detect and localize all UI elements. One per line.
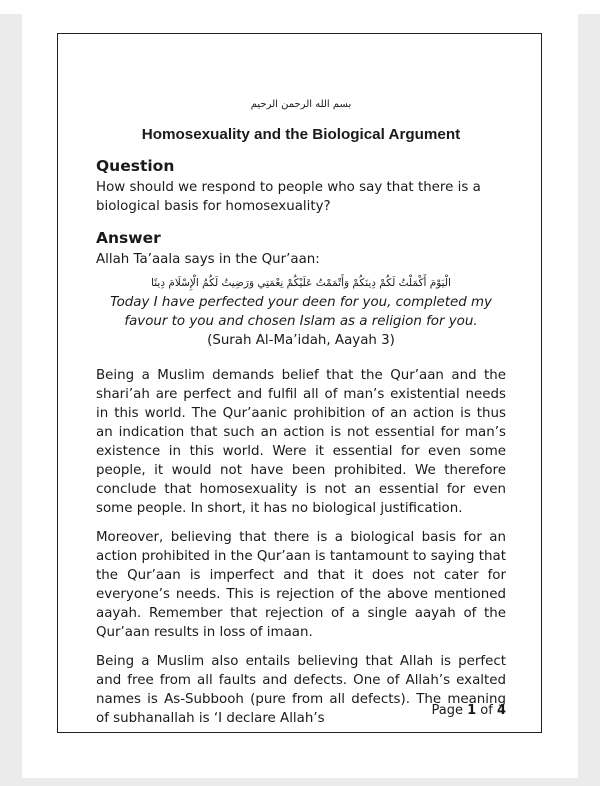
- bismillah-text: بسم الله الرحمن الرحيم: [250, 99, 352, 110]
- verse-arabic: الْيَوْمَ أَكْمَلْتُ لَكُمْ دِينَكُمْ وَأَتْمَمْتُ عَلَيْكُمْ نِعْمَتِي وَرَضِيتُ لَكُمُ الْإِسْلَامَ دِينًا: [151, 277, 451, 289]
- question-text: How should we respond to people who say that there is a biological basis for homosexuality?: [96, 180, 481, 214]
- body-paragraph-2: Moreover, believing that there is a biological basis for an action prohibited in the Qur’aan is tantamount to saying that the Qur’aan is imperfect and that it does not cater for everyone’s needs. This is rejection of the above mentioned aayah. Remember that rejection of a single aayah of the Qur’aan results in loss of imaan.: [96, 530, 506, 640]
- answer-intro: Allah Ta’aala says in the Qur’aan:: [96, 252, 320, 267]
- document-title: Homosexuality and the Biological Argument: [141, 126, 461, 143]
- viewer-top-bar: [0, 0, 600, 14]
- of-word: of: [480, 703, 493, 718]
- body-paragraph-1: Being a Muslim demands belief that the Qur’aan and the shari’ah are perfect and fulfil all of man’s existential needs in this world. The Qur’aanic prohibition of an action is thus an indication that such an action is not essential for man’s existence in this world. Were it essential for even some people, it would not have been prohibited. We therefore conclude that homosexuality is not an essential for even some people. In short, it has no biological justification.: [96, 368, 506, 516]
- page-current: 1: [467, 703, 477, 718]
- page-content: [96, 95, 506, 738]
- page-total: 4: [496, 703, 506, 718]
- page-word: Page: [431, 703, 463, 718]
- verse-reference: (Surah Al-Ma’idah, Aayah 3): [207, 333, 395, 348]
- body-paragraph-3: Being a Muslim also entails believing that Allah is perfect and free from all faults and defects. One of Allah’s exalted names is As-Subbooh (pure from all defects). The meaning of subhanallah is ‘I declare Allah’s: [96, 654, 506, 726]
- page-number: [96, 703, 506, 718]
- verse-translation: Today I have perfected your deen for you, completed my favour to you and chosen Islam as a religion for you.: [110, 295, 492, 329]
- question-heading: Question: [96, 157, 175, 175]
- answer-heading: Answer: [96, 229, 161, 247]
